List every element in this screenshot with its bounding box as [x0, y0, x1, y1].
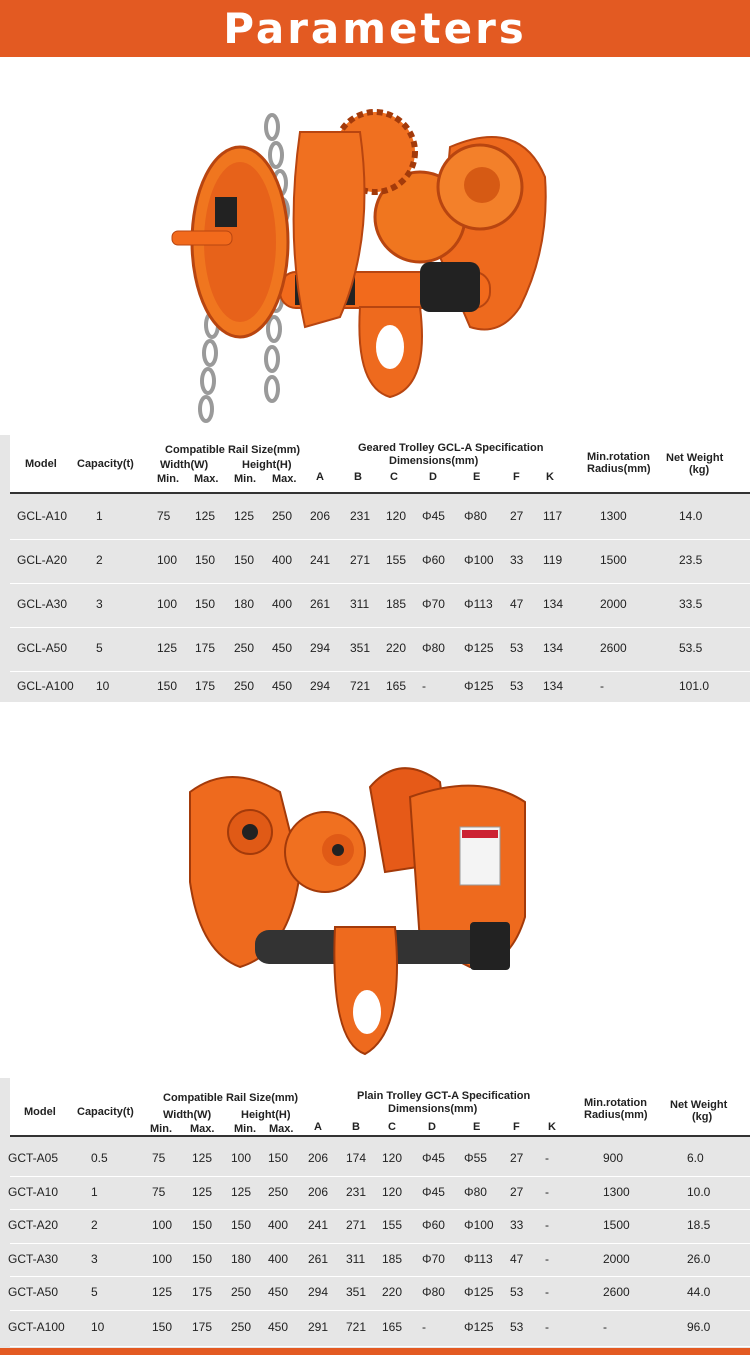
table-cell: 294: [308, 1285, 329, 1299]
table-header: [10, 435, 750, 494]
plain-trolley-photo: [0, 702, 750, 1078]
table-cell: 180: [231, 1251, 252, 1266]
table-cell: Φ125: [464, 679, 494, 693]
col-e: E: [473, 1121, 481, 1133]
table-cell: 47: [510, 597, 524, 611]
col-spec-dimensions: Dimensions(mm): [389, 455, 479, 467]
table-cell: 241: [308, 1218, 329, 1232]
table-cell: 134: [543, 679, 564, 693]
table-cell: GCT-A10: [8, 1184, 59, 1199]
col-model: Model: [24, 1106, 56, 1118]
geared-trolley-photo: [0, 57, 750, 435]
table-cell: GCT-A05: [8, 1151, 59, 1165]
table-cell: 125: [192, 1184, 213, 1199]
table-cell: Φ125: [464, 1320, 494, 1334]
table-cell: 241: [310, 553, 331, 567]
table-cell: 0.5: [91, 1151, 108, 1165]
table-row: [10, 495, 750, 540]
table-cell: 33.5: [679, 597, 703, 611]
table-cell: -: [545, 1320, 549, 1334]
col-f: F: [513, 1121, 520, 1133]
table-cell: 53: [510, 1320, 524, 1334]
table-cell: 96.0: [687, 1320, 711, 1334]
table-row: [10, 583, 750, 628]
col-rotation: Min.rotation: [584, 1097, 647, 1109]
table-cell: 206: [308, 1184, 329, 1199]
table-cell: 1500: [600, 553, 627, 567]
table-cell: 450: [272, 679, 293, 693]
col-width: Width(W): [163, 1109, 212, 1121]
table-cell: 271: [346, 1218, 367, 1232]
table-cell: 2000: [600, 597, 627, 611]
table-cell: 250: [234, 641, 255, 655]
table-cell: -: [603, 1320, 607, 1334]
table-cell: Φ113: [464, 1251, 493, 1266]
table-cell: Φ125: [464, 1285, 494, 1299]
table-cell: 291: [308, 1320, 329, 1334]
table-cell: 450: [268, 1320, 289, 1334]
col-f: F: [513, 471, 520, 483]
table-cell: 119: [543, 553, 563, 567]
col-weight: Net Weight: [670, 1099, 728, 1111]
col-rail-size: Compatible Rail Size(mm): [163, 1092, 299, 1104]
table-cell: 231: [350, 509, 371, 523]
table-cell: 351: [350, 641, 371, 655]
table-cell: -: [545, 1151, 549, 1165]
table-cell: Φ100: [464, 553, 494, 567]
col-rotation-unit: Radius(mm): [587, 463, 651, 475]
table-cell: 1300: [600, 509, 627, 523]
col-capacity: Capacity(t): [77, 1106, 134, 1118]
table-cell: 271: [350, 553, 371, 567]
col-spec-title: Geared Trolley GCL-A Specification: [358, 442, 544, 454]
page-title: Parameters: [223, 4, 527, 53]
col-k: K: [548, 1121, 556, 1133]
table-cell: 33: [510, 553, 524, 567]
table-cell: 185: [382, 1251, 403, 1266]
table-cell: 206: [310, 509, 331, 523]
table-cell: GCL-A100: [17, 679, 74, 693]
table-cell: 125: [192, 1151, 213, 1165]
col-width: Width(W): [160, 459, 209, 471]
table-cell: 175: [195, 679, 216, 693]
table-cell: 174: [346, 1151, 367, 1165]
col-model: Model: [25, 458, 57, 470]
plain-trolley-illustration: [0, 702, 750, 1078]
table-cell: 220: [382, 1285, 403, 1299]
table-cell: 206: [308, 1151, 329, 1165]
table-cell: GCL-A30: [17, 597, 68, 611]
col-capacity: Capacity(t): [77, 458, 134, 470]
table-cell: 3: [91, 1251, 98, 1266]
table-cell: 311: [350, 597, 370, 611]
plain-trolley-spec-table: [0, 1078, 750, 1348]
col-spec-title: Plain Trolley GCT-A Specification: [357, 1090, 531, 1102]
table-cell: 125: [231, 1184, 252, 1199]
table-cell: 2: [91, 1218, 98, 1232]
table-cell: 117: [543, 509, 563, 523]
table-cell: 100: [152, 1251, 173, 1266]
table-cell: 294: [310, 679, 331, 693]
table-cell: Φ70: [422, 597, 445, 611]
table-cell: 165: [386, 679, 407, 693]
table-cell: 400: [268, 1251, 289, 1266]
table-cell: 150: [195, 597, 216, 611]
table-cell: 10: [91, 1320, 105, 1334]
col-width-min: Min.: [157, 473, 179, 485]
table-cell: 220: [386, 641, 407, 655]
table-cell: -: [545, 1184, 549, 1199]
table-cell: 450: [268, 1285, 289, 1299]
table-cell: 150: [192, 1251, 213, 1266]
geared-trolley-spec-table: [0, 435, 750, 702]
table-cell: 721: [346, 1320, 367, 1334]
table-cell: GCT-A50: [8, 1285, 59, 1299]
table-cell: Φ100: [464, 1218, 494, 1232]
table-cell: 27: [510, 1151, 524, 1165]
col-height-min: Min.: [234, 1123, 256, 1135]
table-row: [10, 1310, 750, 1347]
table-cell: 311: [346, 1251, 366, 1266]
table-cell: 75: [152, 1184, 166, 1199]
table-cell: 53: [510, 1285, 524, 1299]
col-e: E: [473, 471, 481, 483]
table-cell: 53: [510, 679, 524, 693]
col-spec-dimensions: Dimensions(mm): [388, 1103, 478, 1115]
col-width-max: Max.: [190, 1123, 215, 1135]
table-cell: 2600: [603, 1285, 630, 1299]
table-cell: 2600: [600, 641, 627, 655]
table-cell: 400: [272, 553, 293, 567]
table-cell: 150: [195, 553, 216, 567]
col-rotation-unit: Radius(mm): [584, 1109, 648, 1121]
table-cell: -: [422, 679, 426, 693]
table-cell: Φ45: [422, 1151, 445, 1165]
table-cell: 1: [96, 509, 103, 523]
table-cell: 125: [157, 641, 178, 655]
table-cell: 33: [510, 1218, 524, 1232]
table-cell: Φ55: [464, 1151, 487, 1165]
table-cell: 134: [543, 641, 564, 655]
table-cell: 294: [310, 641, 331, 655]
col-height-min: Min.: [234, 473, 256, 485]
table-cell: Φ113: [464, 597, 493, 611]
table-cell: 27: [510, 1184, 524, 1199]
table-cell: 150: [192, 1218, 213, 1232]
table-row: [10, 1142, 750, 1177]
col-k: K: [546, 471, 554, 483]
col-d: D: [429, 471, 437, 483]
table-cell: Φ80: [464, 1184, 487, 1199]
table-cell: 125: [152, 1285, 173, 1299]
table-cell: 721: [350, 679, 371, 693]
table-cell: 53.5: [679, 641, 703, 655]
table-cell: 250: [231, 1285, 252, 1299]
table-row: [10, 1276, 750, 1311]
table-cell: 250: [234, 679, 255, 693]
table-cell: 125: [234, 509, 255, 523]
table-cell: GCT-A100: [8, 1320, 65, 1334]
table-cell: GCL-A20: [17, 553, 68, 567]
table-header: [10, 1078, 750, 1137]
table-cell: 250: [268, 1184, 289, 1199]
table-cell: 150: [268, 1151, 289, 1165]
table-cell: 23.5: [679, 553, 703, 567]
col-width-min: Min.: [150, 1123, 172, 1135]
col-rail-size: Compatible Rail Size(mm): [165, 444, 301, 456]
col-height: Height(H): [242, 459, 292, 471]
table-cell: 180: [234, 597, 255, 611]
geared-trolley-illustration: [0, 57, 750, 435]
table-cell: 150: [152, 1320, 173, 1334]
table-cell: 100: [152, 1218, 173, 1232]
table-cell: 53: [510, 641, 524, 655]
table-cell: 351: [346, 1285, 367, 1299]
table-cell: Φ45: [422, 1184, 445, 1199]
col-c: C: [390, 471, 398, 483]
table-cell: 185: [386, 597, 407, 611]
table-cell: 5: [96, 641, 103, 655]
table-cell: 175: [192, 1285, 213, 1299]
table-cell: -: [600, 679, 604, 693]
col-width-max: Max.: [194, 473, 219, 485]
table-cell: 101.0: [679, 679, 710, 693]
footer-bar: [0, 1348, 750, 1355]
table-cell: Φ125: [464, 641, 494, 655]
col-height: Height(H): [241, 1109, 291, 1121]
col-b: B: [352, 1121, 360, 1133]
table-cell: 125: [195, 509, 216, 523]
table-cell: 175: [192, 1320, 213, 1334]
table-cell: 18.5: [687, 1218, 711, 1232]
table-cell: 1300: [603, 1184, 630, 1199]
table-cell: 44.0: [687, 1285, 711, 1299]
table-cell: 400: [268, 1218, 289, 1232]
col-c: C: [388, 1121, 396, 1133]
table-cell: 150: [231, 1218, 252, 1232]
table-cell: 150: [234, 553, 255, 567]
col-weight: Net Weight: [666, 452, 724, 464]
table-cell: 150: [157, 679, 178, 693]
table-cell: 5: [91, 1285, 98, 1299]
table-cell: GCL-A50: [17, 641, 68, 655]
col-a: A: [314, 1121, 322, 1133]
col-height-max: Max.: [272, 473, 297, 485]
col-weight-unit: (kg): [689, 464, 710, 476]
col-a: A: [316, 471, 324, 483]
table-cell: 165: [382, 1320, 403, 1334]
table-row: [10, 1243, 750, 1277]
table-cell: Φ45: [422, 509, 445, 523]
table-cell: 900: [603, 1151, 624, 1165]
col-height-max: Max.: [269, 1123, 294, 1135]
table-cell: 155: [382, 1218, 403, 1232]
table-cell: -: [545, 1251, 549, 1266]
table-cell: 261: [310, 597, 331, 611]
table-cell: 2000: [603, 1251, 630, 1266]
table-row: [10, 672, 750, 702]
table-cell: 231: [346, 1184, 367, 1199]
table-cell: 1500: [603, 1218, 630, 1232]
col-rotation: Min.rotation: [587, 451, 650, 463]
table-cell: 3: [96, 597, 103, 611]
table-cell: -: [545, 1218, 549, 1232]
table-cell: Φ60: [422, 553, 445, 567]
table-cell: 14.0: [679, 509, 703, 523]
table-cell: 27: [510, 509, 524, 523]
table-cell: 250: [231, 1320, 252, 1334]
table-cell: Φ80: [422, 1285, 445, 1299]
table-cell: 26.0: [687, 1251, 711, 1266]
table-cell: 100: [157, 597, 178, 611]
table-cell: 134: [543, 597, 564, 611]
table-cell: 450: [272, 641, 293, 655]
table-row: [10, 1209, 750, 1244]
table-cell: GCL-A10: [17, 509, 68, 523]
table-row: [10, 1176, 750, 1210]
page-banner: [0, 0, 750, 57]
table-cell: Φ70: [422, 1251, 445, 1266]
table-cell: Φ80: [464, 509, 487, 523]
table-cell: 120: [382, 1151, 403, 1165]
table-cell: 10.0: [687, 1184, 711, 1199]
table-row: [10, 539, 750, 584]
table-cell: 400: [272, 597, 293, 611]
table-cell: 250: [272, 509, 293, 523]
table-cell: Φ80: [422, 641, 445, 655]
col-weight-unit: (kg): [692, 1111, 713, 1123]
col-d: D: [428, 1121, 436, 1133]
table-cell: GCT-A30: [8, 1251, 59, 1266]
table-cell: 120: [386, 509, 407, 523]
table-cell: GCT-A20: [8, 1218, 59, 1232]
table-cell: 47: [510, 1251, 524, 1266]
table-cell: 100: [157, 553, 178, 567]
table-cell: 155: [386, 553, 407, 567]
table-cell: 100: [231, 1151, 252, 1165]
table-cell: 120: [382, 1184, 403, 1199]
table-cell: 261: [308, 1251, 329, 1266]
table-cell: 175: [195, 641, 216, 655]
table-cell: 10: [96, 679, 110, 693]
table-cell: 2: [96, 553, 103, 567]
table-cell: Φ60: [422, 1218, 445, 1232]
table-cell: -: [422, 1320, 426, 1334]
table-cell: 75: [152, 1151, 166, 1165]
table-cell: 6.0: [687, 1151, 704, 1165]
col-b: B: [354, 471, 362, 483]
table-cell: 1: [91, 1184, 98, 1199]
table-cell: 75: [157, 509, 171, 523]
table-row: [10, 627, 750, 672]
table-cell: -: [545, 1285, 549, 1299]
